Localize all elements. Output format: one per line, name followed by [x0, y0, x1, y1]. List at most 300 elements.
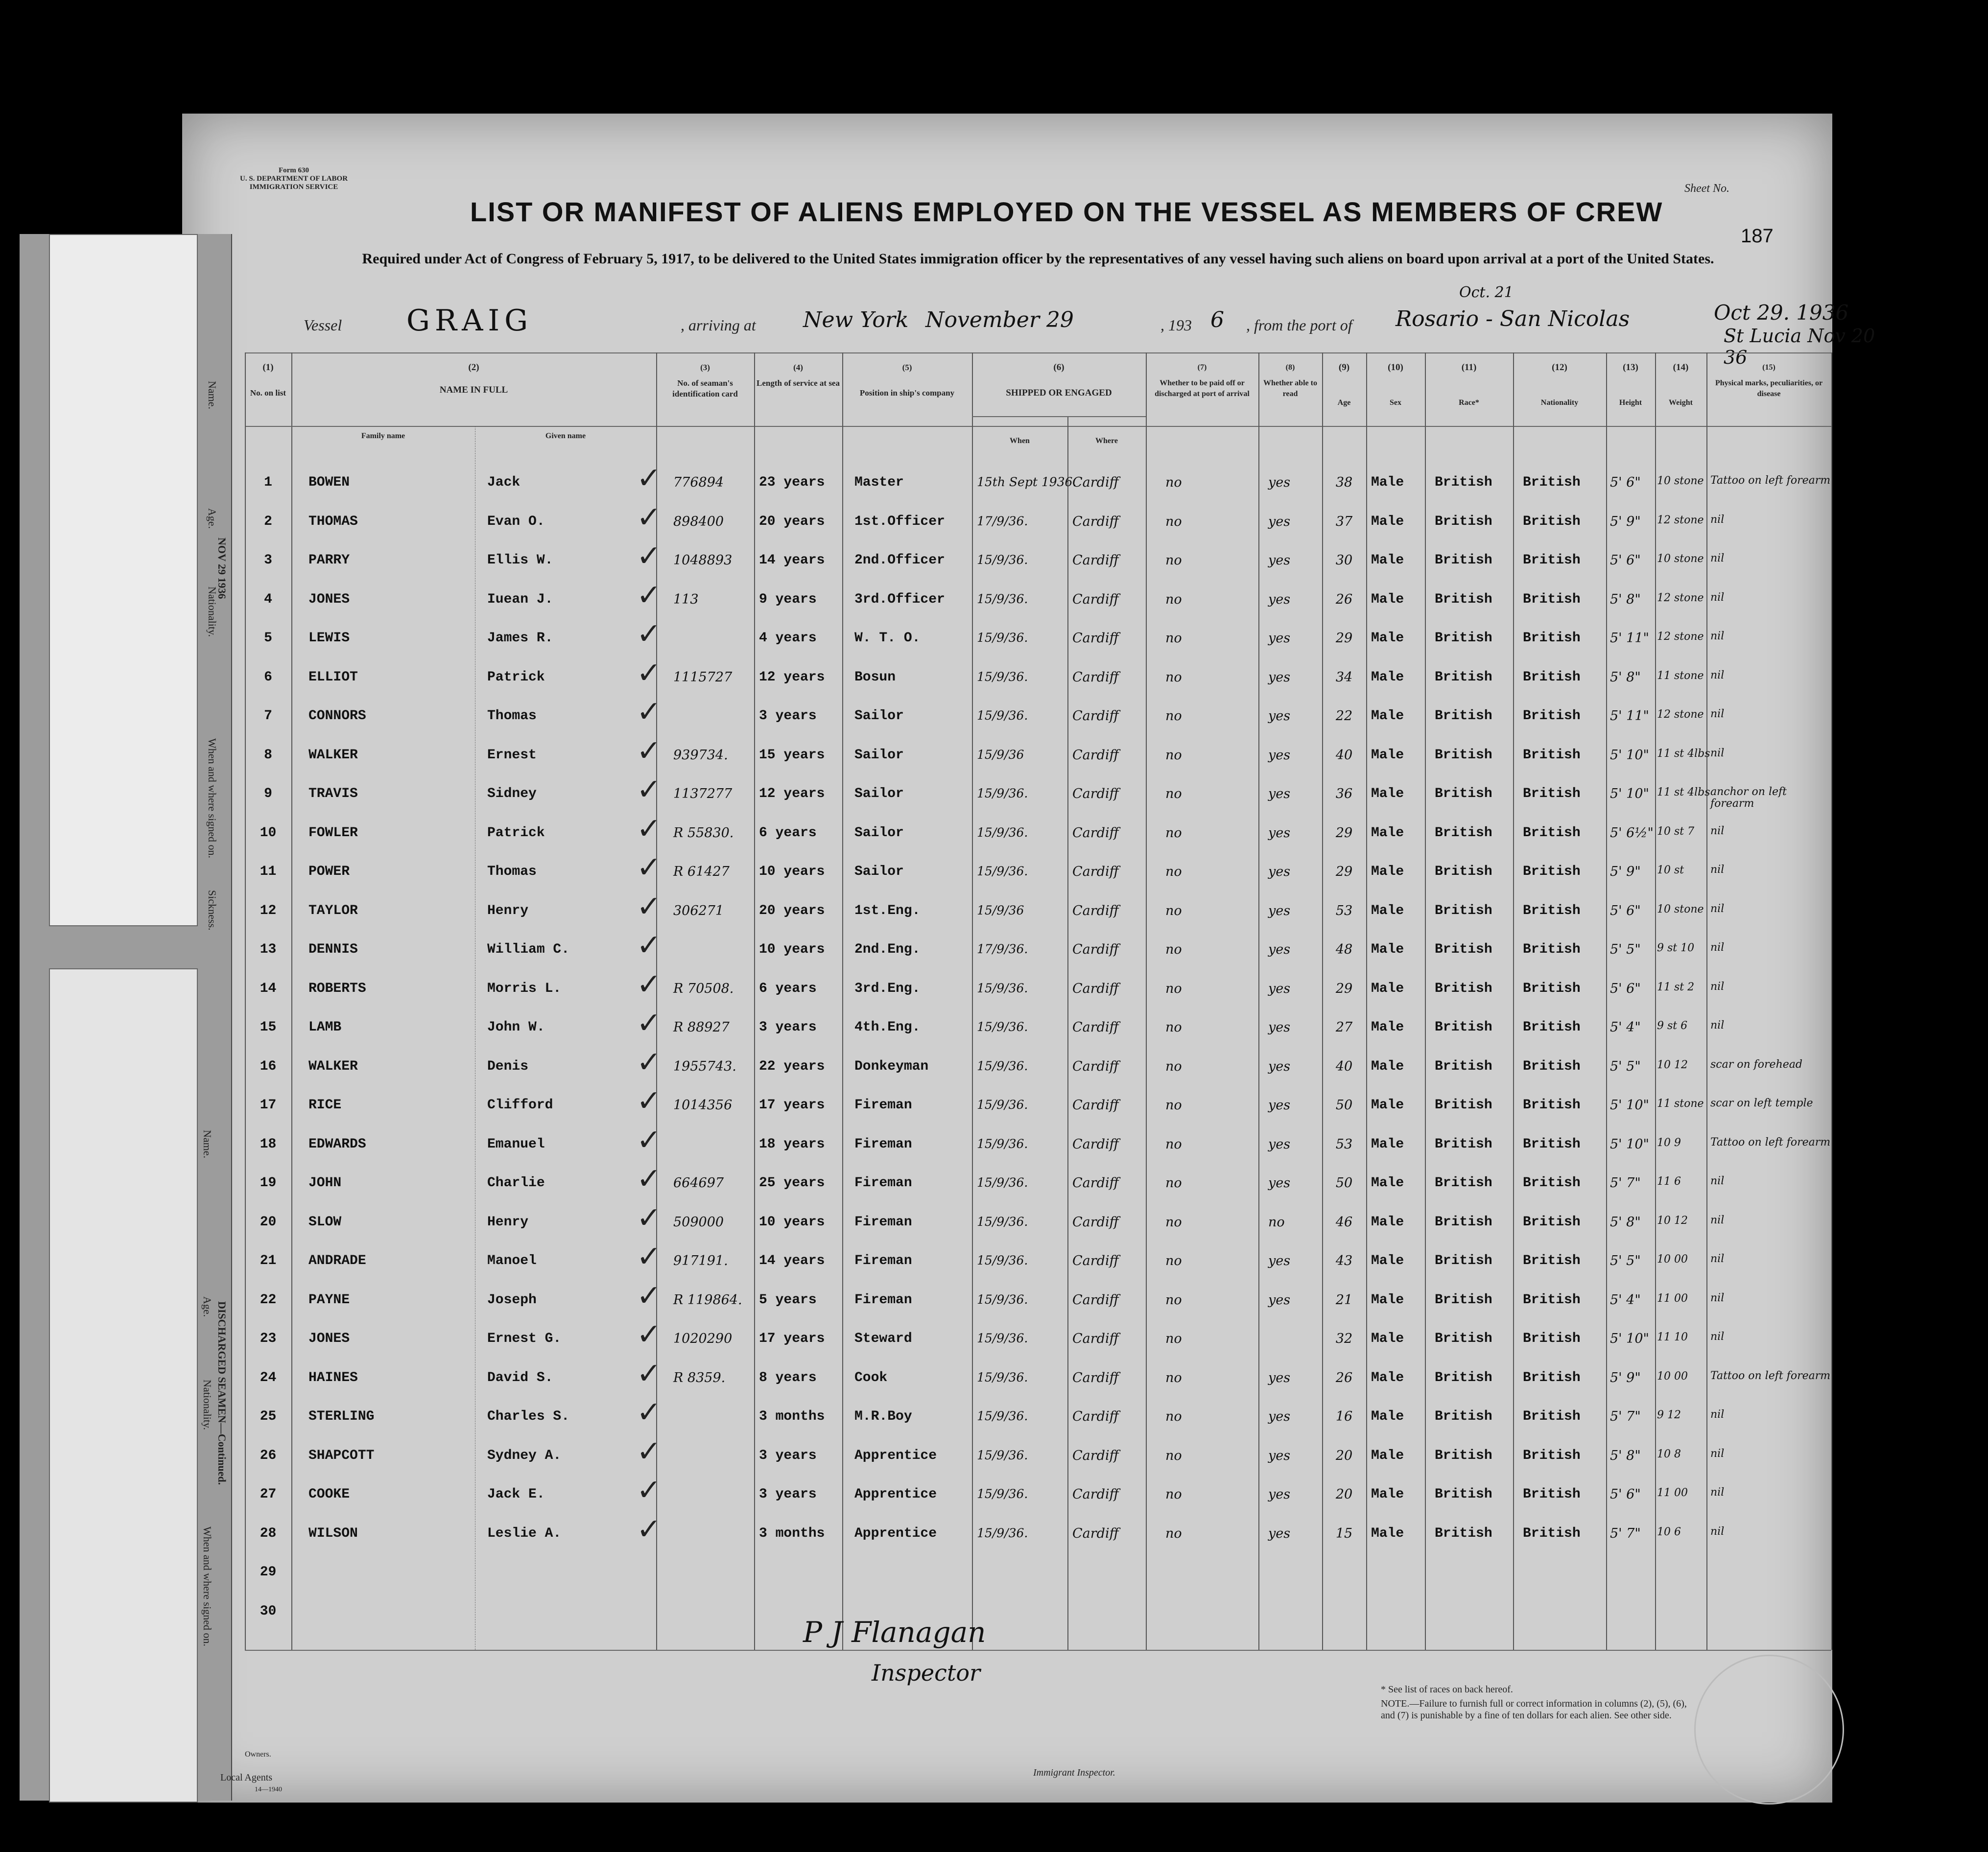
row-19-checkmark: ✓: [637, 1162, 662, 1196]
row-28-position: Apprentice: [854, 1525, 937, 1541]
row-20-given: Henry: [487, 1214, 529, 1230]
row-20-service: 10 years: [759, 1214, 825, 1230]
form-code: 14—1940: [255, 1786, 282, 1793]
row-24-position: Cook: [854, 1370, 888, 1385]
row-7-nat: British: [1523, 708, 1581, 724]
row-4-no: 4: [264, 591, 272, 607]
row-14-nat: British: [1523, 981, 1581, 996]
side-strip: [20, 234, 232, 1801]
row-13-service: 10 years: [759, 942, 825, 957]
row-12-race: British: [1435, 903, 1492, 918]
row-26-service: 3 years: [759, 1448, 817, 1463]
row-15-height: 5' 4": [1610, 1020, 1641, 1035]
row-8-marks: nil: [1710, 747, 1725, 759]
row-14-paid: no: [1165, 981, 1182, 996]
row-7-no: 7: [264, 708, 272, 724]
row-11-no: 11: [260, 864, 277, 879]
row-10-given: Patrick: [487, 825, 545, 841]
row-21-paid: no: [1165, 1253, 1182, 1268]
row-12-weight: 10 stone: [1657, 903, 1704, 915]
row-2-weight: 12 stone: [1657, 514, 1704, 526]
row-15-position: 4th.Eng.: [854, 1020, 921, 1035]
row-20-height: 5' 8": [1610, 1214, 1641, 1230]
row-21-when: 15/9/36.: [977, 1253, 1028, 1267]
row-15-read: yes: [1268, 1020, 1291, 1035]
row-28-weight: 10 6: [1657, 1525, 1681, 1538]
row-25-position: M.R.Boy: [854, 1409, 912, 1424]
row-9-family: TRAVIS: [308, 786, 358, 801]
row-4-card: 113: [673, 591, 699, 607]
row-12-sex: Male: [1371, 903, 1404, 918]
row-25-nat: British: [1523, 1409, 1581, 1424]
row-10-race: British: [1435, 825, 1492, 841]
row-18-given: Emanuel: [487, 1136, 545, 1152]
row-4-nat: British: [1523, 591, 1581, 607]
from-label: , from the port of: [1246, 316, 1352, 334]
row-3-family: PARRY: [308, 553, 350, 568]
row-22-card: R 119864.: [673, 1292, 742, 1308]
row-11-given: Thomas: [487, 864, 537, 879]
row-12-family: TAYLOR: [308, 903, 358, 918]
row-27-checkmark: ✓: [637, 1473, 662, 1507]
row-26-no: 26: [260, 1448, 277, 1463]
row-19-height: 5' 7": [1610, 1175, 1641, 1191]
row-13-age: 48: [1335, 942, 1353, 957]
row-25-no: 25: [260, 1409, 277, 1424]
row-16-sex: Male: [1371, 1058, 1404, 1074]
row-3-age: 30: [1335, 553, 1353, 568]
row-19-where: Cardiff: [1072, 1175, 1119, 1191]
row-2-where: Cardiff: [1072, 514, 1119, 529]
row-21-weight: 10 00: [1657, 1253, 1688, 1266]
row-8-race: British: [1435, 747, 1492, 763]
row-22-where: Cardiff: [1072, 1292, 1119, 1308]
row-2-marks: nil: [1710, 513, 1725, 526]
row-25-paid: no: [1165, 1409, 1182, 1424]
row-23-height: 5' 10": [1610, 1331, 1649, 1346]
row-1-position: Master: [854, 475, 904, 490]
row-19-paid: no: [1165, 1175, 1182, 1191]
row-27-nat: British: [1523, 1487, 1581, 1502]
row-15-weight: 9 st 6: [1657, 1020, 1688, 1032]
row-3-checkmark: ✓: [637, 539, 662, 573]
from-port: Rosario - San Nicolas: [1396, 306, 1630, 331]
row-24-when: 15/9/36.: [977, 1370, 1028, 1384]
row-6-weight: 11 stone: [1657, 669, 1704, 682]
row-23-sex: Male: [1371, 1331, 1404, 1346]
row-28-read: yes: [1268, 1525, 1291, 1541]
row-1-age: 38: [1335, 475, 1353, 490]
row-25-race: British: [1435, 1409, 1492, 1424]
row-12-paid: no: [1165, 903, 1182, 918]
row-25-family: STERLING: [308, 1409, 375, 1424]
row-23-given: Ernest G.: [487, 1331, 562, 1346]
row-6-service: 12 years: [759, 669, 825, 685]
row-16-marks: scar on forehead: [1710, 1058, 1802, 1071]
row-9-paid: no: [1165, 786, 1182, 801]
arriving-at: New York: [803, 307, 909, 332]
row-28-given: Leslie A.: [487, 1525, 562, 1541]
row-12-when: 15/9/36: [977, 903, 1024, 917]
row-3-nat: British: [1523, 553, 1581, 568]
row-24-marks: Tattoo on left forearm: [1710, 1369, 1831, 1382]
row-13-sex: Male: [1371, 942, 1404, 957]
row-3-where: Cardiff: [1072, 553, 1119, 568]
strip-label-sickness: Sickness.: [206, 890, 218, 931]
row-5-family: LEWIS: [308, 631, 350, 646]
row-11-marks: nil: [1710, 864, 1725, 876]
row-9-checkmark: ✓: [637, 773, 662, 807]
row-12-card: 306271: [673, 903, 724, 918]
row-17-service: 17 years: [759, 1098, 825, 1113]
row-7-paid: no: [1165, 708, 1182, 724]
row-9-position: Sailor: [854, 786, 904, 801]
row-16-nat: British: [1523, 1058, 1581, 1074]
row-14-family: ROBERTS: [308, 981, 366, 996]
row-15-given: John W.: [487, 1020, 545, 1035]
row-16-position: Donkeyman: [854, 1058, 929, 1074]
row-7-checkmark: ✓: [637, 695, 662, 729]
row-9-nat: British: [1523, 786, 1581, 801]
row-28-when: 15/9/36.: [977, 1525, 1028, 1540]
row-5-age: 29: [1335, 631, 1353, 646]
row-18-paid: no: [1165, 1136, 1182, 1152]
col-3-header: (3) No. of seaman's identification card: [672, 363, 738, 399]
row-22-age: 21: [1335, 1292, 1353, 1308]
row-21-position: Fireman: [854, 1253, 912, 1268]
row-5-weight: 12 stone: [1657, 631, 1704, 643]
row-2-when: 17/9/36.: [977, 514, 1028, 528]
row-12-given: Henry: [487, 903, 529, 918]
row-14-checkmark: ✓: [637, 967, 662, 1002]
strip-label-name: Name.: [206, 381, 218, 410]
row-14-marks: nil: [1710, 980, 1725, 993]
row-24-age: 26: [1335, 1370, 1353, 1385]
row-13-weight: 9 st 10: [1657, 942, 1695, 954]
row-17-race: British: [1435, 1098, 1492, 1113]
row-6-card: 1115727: [673, 669, 733, 685]
row-23-no: 23: [260, 1331, 277, 1346]
row-7-where: Cardiff: [1072, 708, 1119, 724]
row-1-nat: British: [1523, 475, 1581, 490]
arrival-date: November 29: [925, 307, 1074, 332]
row-4-paid: no: [1165, 591, 1182, 607]
row-27-family: COOKE: [308, 1487, 350, 1502]
row-18-marks: Tattoo on left forearm: [1710, 1136, 1831, 1149]
row-9-card: 1137277: [673, 786, 733, 801]
row-20-family: SLOW: [308, 1214, 342, 1230]
row-3-read: yes: [1268, 553, 1291, 568]
row-27-given: Jack E.: [487, 1487, 545, 1502]
row-7-family: CONNORS: [308, 708, 366, 724]
row-22-height: 5' 4": [1610, 1292, 1641, 1308]
row-12-checkmark: ✓: [637, 889, 662, 924]
row-15-where: Cardiff: [1072, 1020, 1119, 1035]
row-12-nat: British: [1523, 903, 1581, 918]
row-13-family: DENNIS: [308, 942, 358, 957]
row-4-weight: 12 stone: [1657, 591, 1704, 604]
row-28-checkmark: ✓: [637, 1512, 662, 1547]
row-18-sex: Male: [1371, 1136, 1404, 1152]
row-16-weight: 10 12: [1657, 1058, 1688, 1071]
row-5-read: yes: [1268, 631, 1291, 646]
row-27-no: 27: [260, 1487, 277, 1502]
row-12-age: 53: [1335, 903, 1353, 918]
row-9-no: 9: [264, 786, 272, 801]
row-9-read: yes: [1268, 786, 1291, 801]
row-6-sex: Male: [1371, 669, 1404, 685]
row-13-no: 13: [260, 942, 277, 957]
row-8-no: 8: [264, 747, 272, 763]
row-1-read: yes: [1268, 475, 1291, 490]
row-8-height: 5' 10": [1610, 747, 1649, 763]
row-10-position: Sailor: [854, 825, 904, 841]
row-19-service: 25 years: [759, 1175, 825, 1191]
row-1-marks: Tattoo on left forearm: [1710, 474, 1831, 487]
row-11-service: 10 years: [759, 864, 825, 879]
row-21-family: ANDRADE: [308, 1253, 366, 1268]
row-16-read: yes: [1268, 1058, 1291, 1074]
row-20-weight: 10 12: [1657, 1214, 1688, 1227]
strip-label-age-2: Age.: [201, 1296, 213, 1317]
row-27-race: British: [1435, 1487, 1492, 1502]
row-27-age: 20: [1335, 1487, 1353, 1502]
inspector-signature: P J Flanagan: [803, 1616, 986, 1649]
strip-label-discharged: DISCHARGED SEAMEN—Continued.: [216, 1301, 228, 1485]
row-15-family: LAMB: [308, 1020, 342, 1035]
row-27-paid: no: [1165, 1487, 1182, 1502]
row-27-service: 3 years: [759, 1487, 817, 1502]
row-9-service: 12 years: [759, 786, 825, 801]
row-12-marks: nil: [1710, 902, 1725, 915]
row-18-no: 18: [260, 1136, 277, 1152]
row-23-marks: nil: [1710, 1331, 1725, 1343]
row-18-position: Fireman: [854, 1136, 912, 1152]
row-1-when: 15th Sept 1936.: [977, 475, 1077, 489]
row-21-height: 5' 5": [1610, 1253, 1641, 1268]
vessel-name: GRAIG: [406, 304, 533, 338]
row-17-age: 50: [1335, 1098, 1353, 1113]
row-21-marks: nil: [1710, 1253, 1725, 1265]
row-10-height: 5' 6½": [1610, 825, 1654, 841]
row-12-service: 20 years: [759, 903, 825, 918]
row-11-paid: no: [1165, 864, 1182, 879]
row-19-marks: nil: [1710, 1175, 1725, 1187]
row-19-when: 15/9/36.: [977, 1175, 1028, 1190]
row-2-position: 1st.Officer: [854, 514, 945, 529]
row-9-race: British: [1435, 786, 1492, 801]
row-24-race: British: [1435, 1370, 1492, 1385]
row-10-service: 6 years: [759, 825, 817, 841]
row-24-given: David S.: [487, 1370, 553, 1385]
row-25-weight: 9 12: [1657, 1409, 1681, 1421]
row-20-card: 509000: [673, 1214, 724, 1230]
row-20-nat: British: [1523, 1214, 1581, 1230]
row-13-nat: British: [1523, 942, 1581, 957]
row-19-weight: 11 6: [1657, 1175, 1681, 1188]
row-22-service: 5 years: [759, 1292, 817, 1308]
row-27-weight: 11 00: [1657, 1487, 1688, 1499]
row-19-age: 50: [1335, 1175, 1353, 1191]
row-11-sex: Male: [1371, 864, 1404, 879]
row-5-no: 5: [264, 631, 272, 646]
row-8-weight: 11 st 4lbs: [1657, 747, 1710, 760]
row-25-service: 3 months: [759, 1409, 825, 1424]
row-9-weight: 11 st 4lbs: [1657, 786, 1710, 798]
row-2-service: 20 years: [759, 514, 825, 529]
row-17-height: 5' 10": [1610, 1098, 1649, 1113]
row-15-checkmark: ✓: [637, 1006, 662, 1040]
row-24-nat: British: [1523, 1370, 1581, 1385]
row-1-sex: Male: [1371, 475, 1404, 490]
row-7-read: yes: [1268, 708, 1291, 724]
row-18-read: yes: [1268, 1136, 1291, 1152]
row-2-paid: no: [1165, 514, 1182, 529]
row-16-card: 1955743.: [673, 1058, 736, 1074]
row-11-age: 29: [1335, 864, 1353, 879]
row-3-paid: no: [1165, 553, 1182, 568]
row-2-height: 5' 9": [1610, 514, 1641, 529]
row-22-marks: nil: [1710, 1291, 1725, 1304]
row-8-read: yes: [1268, 747, 1291, 763]
row-13-paid: no: [1165, 942, 1182, 957]
row-27-marks: nil: [1710, 1486, 1725, 1499]
row-13-read: yes: [1268, 942, 1291, 957]
row-9-height: 5' 10": [1610, 786, 1649, 801]
row-1-no: 1: [264, 475, 272, 490]
row-7-age: 22: [1335, 708, 1353, 724]
row-23-card: 1020290: [673, 1331, 733, 1346]
row-7-given: Thomas: [487, 708, 537, 724]
row-24-card: R 8359.: [673, 1370, 726, 1385]
row-28-age: 15: [1335, 1525, 1353, 1541]
row-24-weight: 10 00: [1657, 1370, 1688, 1383]
row-26-weight: 10 8: [1657, 1448, 1681, 1460]
strip-label-when-where-2: When and where signed on.: [201, 1526, 213, 1646]
family-name-header: Family name: [361, 432, 405, 440]
row-3-when: 15/9/36.: [977, 553, 1028, 567]
row-26-height: 5' 8": [1610, 1448, 1641, 1463]
row-20-age: 46: [1335, 1214, 1353, 1230]
row-8-where: Cardiff: [1072, 747, 1119, 763]
row-17-no: 17: [260, 1098, 277, 1113]
row-14-position: 3rd.Eng.: [854, 981, 921, 996]
footnote-penalty: NOTE.—Failure to furnish full or correct information in columns (2), (5), (6), and (7) is punishable by a fine of ten dollars for each alien. See other side.: [1381, 1698, 1687, 1721]
immigrant-inspector-label: Immigrant Inspector.: [1033, 1767, 1115, 1778]
row-3-height: 5' 6": [1610, 553, 1641, 568]
row-10-family: FOWLER: [308, 825, 358, 841]
given-name-header: Given name: [545, 432, 586, 440]
row-6-height: 5' 8": [1610, 669, 1641, 685]
strip-label-name-2: Name.: [201, 1130, 213, 1159]
row-14-when: 15/9/36.: [977, 981, 1028, 995]
row-6-when: 15/9/36.: [977, 669, 1028, 684]
row-17-read: yes: [1268, 1098, 1291, 1113]
row-26-read: yes: [1268, 1448, 1291, 1463]
row-20-paid: no: [1165, 1214, 1182, 1230]
row-14-read: yes: [1268, 981, 1291, 996]
row-9-marks: anchor on left forearm: [1710, 786, 1787, 810]
row-22-no: 22: [260, 1292, 277, 1308]
row-10-marks: nil: [1710, 824, 1725, 837]
row-5-given: James R.: [487, 631, 553, 646]
col-1-header: (1) No. on list: [250, 362, 286, 398]
row-17-checkmark: ✓: [637, 1084, 662, 1118]
row-2-given: Evan O.: [487, 514, 545, 529]
row-24-sex: Male: [1371, 1370, 1404, 1385]
row-14-where: Cardiff: [1072, 981, 1119, 996]
row-14-card: R 70508.: [673, 981, 734, 996]
row-11-family: POWER: [308, 864, 350, 879]
row-2-race: British: [1435, 514, 1492, 529]
sheet-number: 187: [1741, 225, 1774, 247]
row-26-when: 15/9/36.: [977, 1448, 1028, 1462]
row-13-where: Cardiff: [1072, 942, 1119, 957]
col-13-header: (13) Height: [1619, 362, 1642, 407]
row-26-sex: Male: [1371, 1448, 1404, 1463]
row-18-height: 5' 10": [1610, 1136, 1649, 1152]
row-4-race: British: [1435, 591, 1492, 607]
row-10-where: Cardiff: [1072, 825, 1119, 841]
row-4-sex: Male: [1371, 591, 1404, 607]
col-14-header: (14) Weight: [1669, 362, 1693, 407]
row-10-no: 10: [260, 825, 277, 841]
row-6-read: yes: [1268, 669, 1291, 685]
row-20-where: Cardiff: [1072, 1214, 1119, 1230]
row-4-checkmark: ✓: [637, 578, 662, 612]
row-26-position: Apprentice: [854, 1448, 937, 1463]
row-26-nat: British: [1523, 1448, 1581, 1463]
row-9-age: 36: [1335, 786, 1353, 801]
row-23-paid: no: [1165, 1331, 1182, 1346]
row-19-read: yes: [1268, 1175, 1291, 1191]
row-29-no: 29: [260, 1565, 277, 1580]
row-23-nat: British: [1523, 1331, 1581, 1346]
row-10-when: 15/9/36.: [977, 825, 1028, 840]
row-21-age: 43: [1335, 1253, 1353, 1268]
row-19-sex: Male: [1371, 1175, 1404, 1191]
row-9-when: 15/9/36.: [977, 786, 1028, 800]
row-3-weight: 10 stone: [1657, 553, 1704, 565]
row-6-race: British: [1435, 669, 1492, 685]
row-15-service: 3 years: [759, 1020, 817, 1035]
row-17-sex: Male: [1371, 1098, 1404, 1113]
row-17-family: RICE: [308, 1098, 342, 1113]
row-20-sex: Male: [1371, 1214, 1404, 1230]
row-21-service: 14 years: [759, 1253, 825, 1268]
local-agents-label: Local Agents: [220, 1772, 273, 1783]
row-1-paid: no: [1165, 475, 1182, 490]
where-header: Where: [1095, 437, 1118, 445]
row-21-where: Cardiff: [1072, 1253, 1119, 1268]
year-digit: 6: [1210, 307, 1224, 332]
row-10-sex: Male: [1371, 825, 1404, 841]
row-7-service: 3 years: [759, 708, 817, 724]
row-5-height: 5' 11": [1610, 631, 1649, 646]
row-28-paid: no: [1165, 1525, 1182, 1541]
year-prefix: , 193: [1160, 316, 1192, 334]
row-24-height: 5' 9": [1610, 1370, 1641, 1385]
row-11-height: 5' 9": [1610, 864, 1641, 879]
row-9-given: Sidney: [487, 786, 537, 801]
row-3-position: 2nd.Officer: [854, 553, 945, 568]
strip-label-age: Age.: [206, 508, 218, 529]
row-19-given: Charlie: [487, 1175, 545, 1191]
row-23-checkmark: ✓: [637, 1317, 662, 1352]
col-8-header: (8) Whether able to read: [1263, 363, 1317, 398]
row-19-position: Fireman: [854, 1175, 912, 1191]
row-16-given: Denis: [487, 1058, 529, 1074]
